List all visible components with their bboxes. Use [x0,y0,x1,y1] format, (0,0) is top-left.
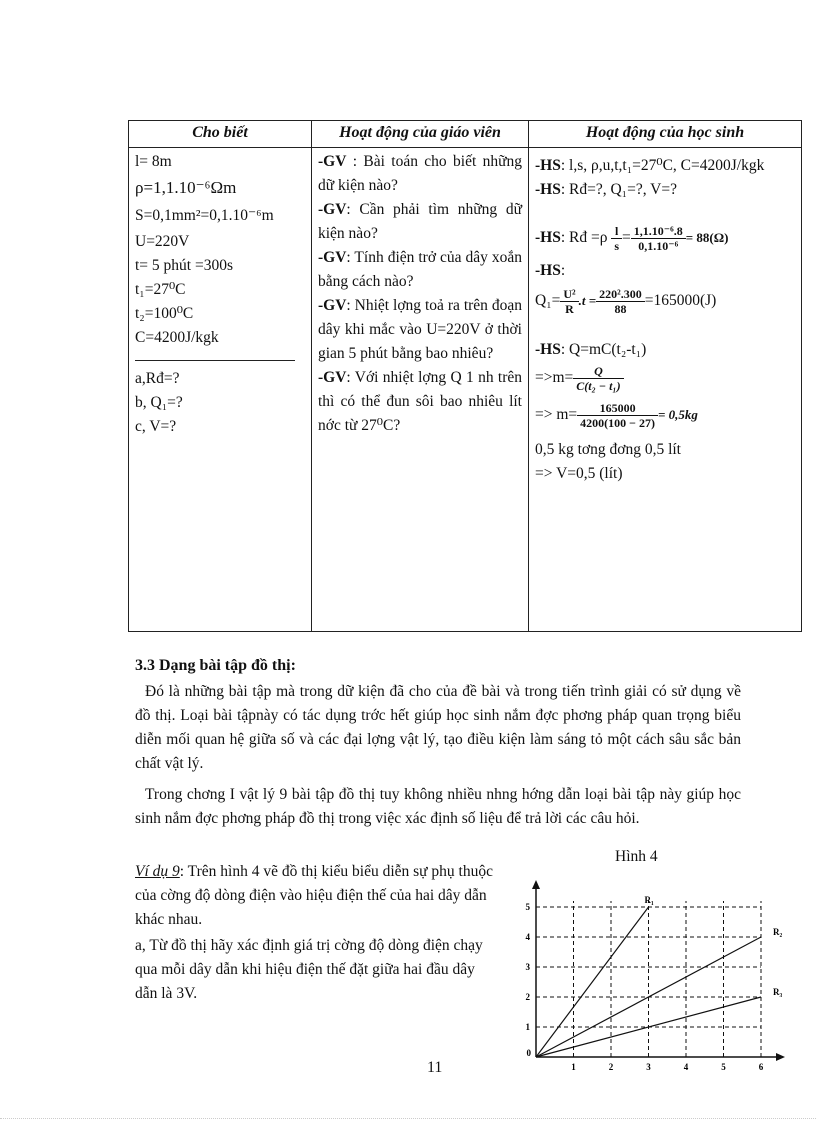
fraction-mass-values: $\frac{165000}{4200(100 - 27)}$ [577,401,658,430]
fraction-l-over-s: $\frac{l}{s}$ [611,224,622,253]
figure-caption: Hình 4 [615,848,658,865]
fraction-mass: $\frac{Q}{\text{C(t₂ − t₁)}}$ [573,364,623,393]
unknown-resistance: a,Rđ=? [135,370,180,387]
page-bottom-border [0,1118,816,1119]
student-hs-label: -HS: [535,262,566,279]
header-student: Hoạt động của học sinh [529,121,802,148]
series-label-3: R₃ [773,987,783,997]
fraction-u2-over-r: $\frac{\text{U²}}{R}$ [560,287,578,316]
given-time: t= 5 phút =300s [135,257,234,274]
section-title: 3.3 Dạng bài tập đồ thị: [135,657,296,674]
table-header-row [129,121,802,148]
teacher-cell [312,148,529,632]
unknown-heat: b, Q₁=? [135,394,183,411]
teacher-q5: -GV: Với nhiệt lợng Q 1 nh trên thì có thể đun sôi bao nhiêu lít nớc từ 27⁰C? [318,369,522,434]
given-length: l= 8m [135,153,172,170]
y-tick-label-4: 4 [525,932,530,942]
x-tick-label-5: 5 [721,1062,726,1072]
student-equivalence: 0,5 kg tơng đơng 0,5 lít [535,441,681,458]
solution-table [128,120,802,632]
given-divider [135,360,295,361]
teacher-q4: -GV: Nhiệt lợng toả ra trên đoạn dây khi mắc vào U=220V ở thời gian 5 phút bằng bao nhiêu? [318,297,522,362]
fraction-rd-values: $\frac{\text{1,1.10⁻⁶.8}}{\text{0,1.10⁻⁶}}$ [631,224,686,253]
x-tick-label-6: 6 [758,1062,764,1072]
teacher-q1: -GV : Bài toán cho biết những dữ kiện nào? [318,153,522,194]
example-part-a: a, Từ đồ thị hãy xác định giá trị cờng độ dòng điện chạy qua mỗi dây dẫn khi hiệu điện thế đặt giữa hai đầu dây dẫn là 3V. [135,937,483,1002]
origin-label: 0 [526,1048,531,1058]
fraction-q-values: $\frac{\text{220².300}}{88}$ [596,287,645,316]
x-tick-label-2: 2 [608,1062,614,1072]
x-tick-label-3: 3 [646,1062,651,1072]
student-given: -HS: l,s, ρ,u,t,t₁=27⁰C, C=4200J/kgk [535,157,765,174]
table-body-row [129,148,802,632]
y-tick-label-2: 2 [525,992,530,1002]
x-axis-arrow [776,1053,785,1061]
x-tick-label-1: 1 [571,1062,576,1072]
given-area: S=0,1mm²=0,1.10⁻⁶m [135,207,274,224]
given-t2: t₂=100⁰C [135,305,194,322]
series-label-2: R₂ [773,927,783,937]
y-axis-arrow [532,880,540,889]
given-t1: t₁=27⁰C [135,281,186,298]
student-unknowns: -HS: Rđ=?, Q₁=?, V=? [535,181,677,198]
y-tick-label-5: 5 [525,902,530,912]
student-resistance: -HS: Rđ =ρ $\frac{l}{s}$ = $\frac{\text{1,1.10⁻⁶.8}}{\text{0,1.10⁻⁶}}$ = 88(Ω) [535,224,729,253]
series-label-1: R₁ [644,895,654,905]
x-tick-label-4: 4 [683,1062,689,1072]
student-mass-formula: =>m= $\frac{Q}{\text{C(t₂ − t₁)}}$ [535,364,795,393]
unknown-volume: c, V=? [135,418,177,435]
example-question [135,860,495,932]
given-heat-capacity: C=4200J/kgk [135,329,219,346]
page-number: 11 [427,1059,443,1076]
given-resistivity: ρ=1,1.10⁻⁶Ωm [135,178,237,197]
iv-graph [520,875,790,1075]
header-given: Cho biết [129,121,312,148]
student-cell [529,148,802,632]
paragraph-intro: Đó là những bài tập mà trong dữ kiện đã cho của đề bài và trong tiến trình giải có sử dụng về đồ thị. Loại bài tậpnày có tác dụng trớc hết giúp học sinh nắm đợc phơng pháp quan trọng biểu diễn mối quan hệ giữa số và các đại lợng vật lý, tạo điều kiện làm sáng tỏ một cách sâu sắc bản chất vật lý. [135,683,741,772]
series-line-1 [536,907,649,1057]
header-teacher: Hoạt động của giáo viên [312,121,529,148]
student-heat-formula: -HS: Q=mC(t₂-t₁) [535,341,647,358]
teacher-q2: -GV: Cần phải tìm những dữ kiện nào? [318,201,522,242]
example-text: : Trên hình 4 vẽ đồ thị kiểu biểu diễn sự phụ thuộc của cờng độ dòng điện vào hiệu điện thế của hai dây dẫn khác nhau. [135,863,493,928]
student-mass-value: => m= $\frac{165000}{4200(100 - 27)}$ = 0,5kg [535,401,698,430]
student-volume: => V=0,5 (lít) [535,465,623,482]
given-cell [129,148,312,632]
example-label: Ví dụ 9 [135,863,180,880]
paragraph-chapter: Trong chơng I vật lý 9 bài tập đồ thị tuy không nhiều nhng hớng dẫn loại bài tập này giúp học sinh nắm đợc phơng pháp đồ thị trong việc xác định số liệu để trả lời các câu hỏi. [135,786,741,827]
teacher-q3: -GV: Tính điện trở của dây xoắn bằng cách nào? [318,249,522,290]
given-voltage: U=220V [135,233,190,250]
y-tick-label-1: 1 [525,1022,530,1032]
student-heat: Q₁= $\frac{\text{U²}}{R}$ .t = $\frac{\text{220².300}}{88}$ =165000(J) [535,287,717,316]
y-tick-label-3: 3 [525,962,530,972]
